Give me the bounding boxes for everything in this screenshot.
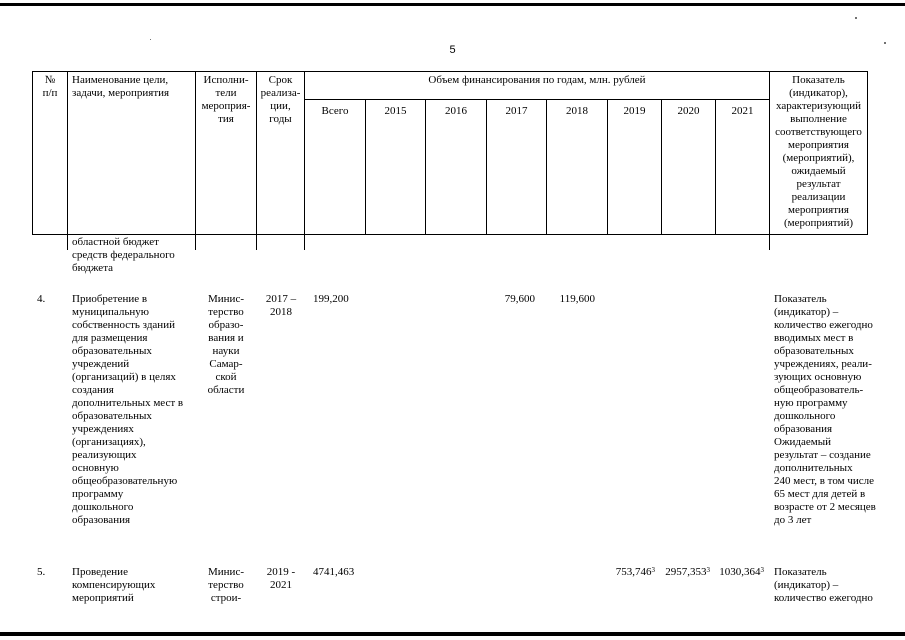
scan-speck	[855, 17, 857, 19]
carry-over-text: областной бюджет средств федерального бюджета	[72, 236, 175, 274]
row-number: 5.	[37, 566, 46, 578]
value-text: 2957,353	[665, 566, 707, 578]
scan-speck	[150, 39, 151, 40]
header-executors: Исполни- тели мероприя- тия	[201, 74, 251, 125]
row-executor: Минис- терство образо- вания и науки Самар- ской области	[207, 293, 245, 396]
row-value-2020	[665, 566, 710, 579]
footnote-mark: 3	[760, 566, 764, 574]
header-year-2016: 2016	[445, 105, 467, 117]
row-value-2019	[616, 566, 655, 579]
header-term: Срок реализа- ции, годы	[260, 74, 301, 125]
header-year-2018: 2018	[566, 105, 588, 117]
row-executor: Минис- терство строи-	[208, 566, 244, 604]
footnote-mark: 3	[651, 566, 655, 574]
header-year-2020: 2020	[677, 105, 700, 117]
row-value-2017: 79,600	[504, 293, 535, 305]
top-rule	[0, 3, 905, 6]
header-year-2015: 2015	[384, 105, 407, 117]
row-total: 199,200	[313, 293, 349, 305]
header-year-2021: 2021	[731, 105, 754, 117]
header-funding: Объем финансирования по годам, млн. рублей	[428, 74, 646, 86]
row-total: 4741,463	[313, 566, 355, 578]
column-separator	[67, 235, 68, 250]
value-text: 1030,364	[719, 566, 761, 578]
row-term: 2019 - 2021	[266, 566, 296, 591]
bottom-rule	[0, 632, 905, 636]
footnote-mark: 3	[706, 566, 710, 574]
column-separator	[769, 235, 770, 250]
header-year-2019: 2019	[623, 105, 646, 117]
column-separator	[304, 235, 305, 250]
row-name: Проведение компенсирующих мероприятий	[72, 566, 156, 604]
value-text: 753,746	[615, 566, 652, 578]
row-indicator: Показатель (индикатор) – количество ежегодно	[774, 566, 873, 604]
header-year-2017: 2017	[505, 105, 528, 117]
row-indicator: Показатель (индикатор) – количество ежегодно вводимых мест в образовательных учреждениях, реали- зующих основную общеобразователь- ную программу дошкольного образования Ожидаемый результат – создание дополнительных 240 мест, в том числе 65 мест для детей в возрасте от 2 месяцев до 3 лет	[774, 293, 876, 526]
header-name: Наименование цели, задачи, мероприятия	[72, 74, 170, 99]
header-number: № п/п	[42, 74, 58, 99]
row-value-2021	[719, 566, 764, 579]
row-value-2018: 119,600	[559, 293, 595, 305]
header-total: Всего	[321, 105, 349, 117]
page-number: 5	[449, 44, 456, 56]
table-header	[32, 71, 868, 235]
row-number: 4.	[37, 293, 46, 305]
header-indicator: Показатель (индикатор), характеризующий выполнение соответствующего мероприятия (мероприятий), ожидаемый результат реализации мероприятия (мероприятий)	[775, 74, 862, 229]
row-name: Приобретение в муниципальную собственность зданий для размещения образовательных учреждений (организаций) в целях создания дополнительных мест в образовательных учреждениях (организациях), реализующих основную общеобразовательную программу дошкольного образования	[72, 293, 184, 526]
row-term: 2017 – 2018	[265, 293, 297, 318]
column-separator	[256, 235, 257, 250]
